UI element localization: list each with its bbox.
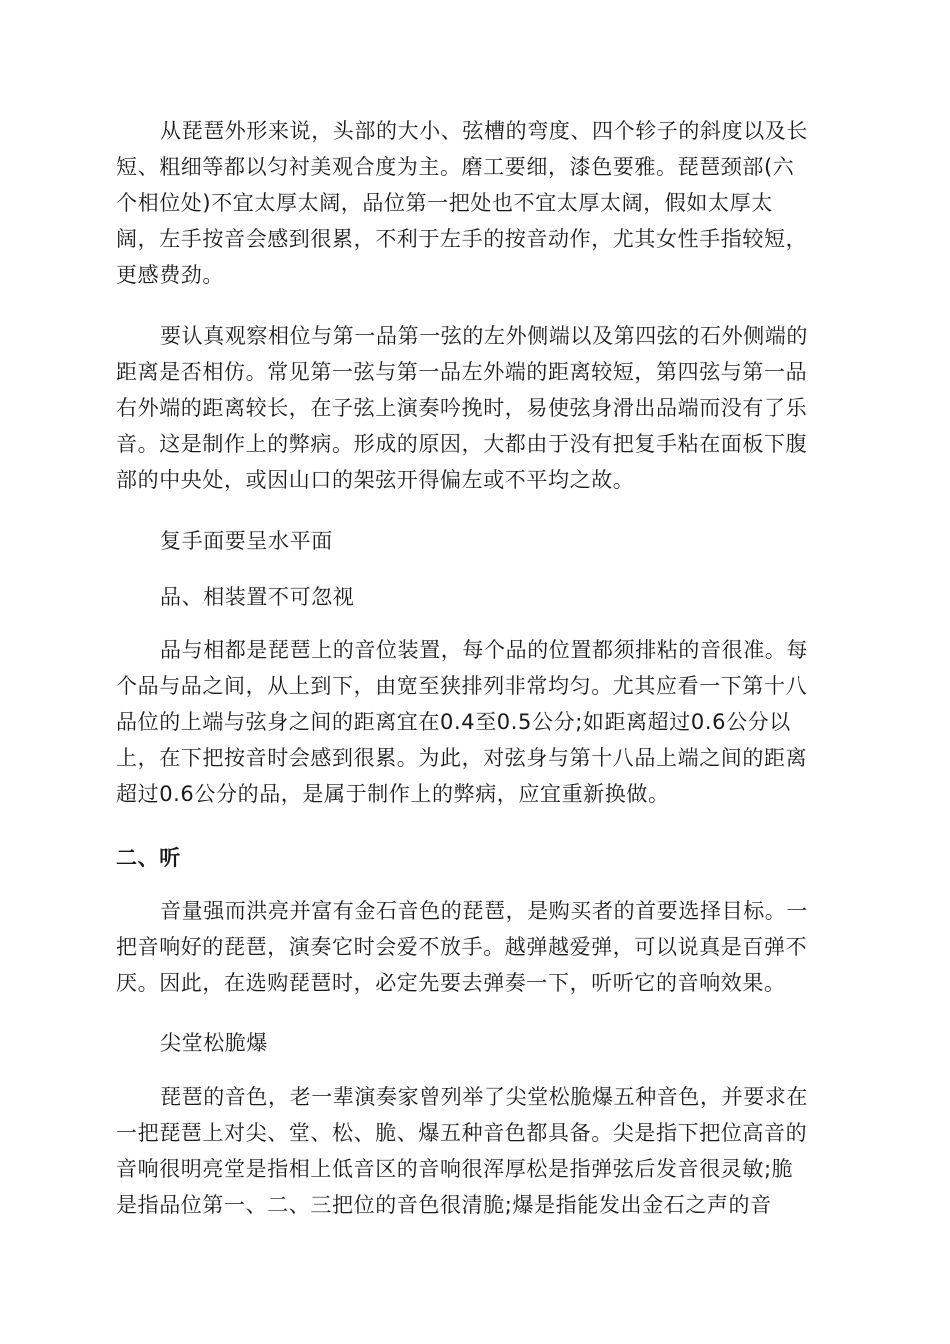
text-line: 品位的上端与弦身之间的距离宜在0.4至0.5公分;如距离超过0.6公分以	[116, 710, 791, 734]
paragraph-shape-intro	[116, 113, 832, 293]
text-line: 把音响好的琵琶，演奏它时会爱不放手。越弹越爱弹，可以说真是百弹不	[116, 935, 808, 959]
text-line: 一把琵琶上对尖、堂、松、脆、爆五种音色都具备。尖是指下把位高音的	[116, 1121, 808, 1145]
text-line: 音量强而洪亮并富有金石音色的琵琶，是购买者的首要选择目标。一	[160, 899, 808, 923]
section-heading-text: 二、听	[116, 846, 181, 870]
text-line: 厌。因此，在选购琵琶时，必定先要去弹奏一下，听听它的音响效果。	[116, 971, 786, 995]
text-line: 超过0.6公分的品，是属于制作上的弊病，应宜重新换做。	[116, 782, 670, 806]
subheading-bridge-level	[116, 523, 832, 559]
text-line: 右外端的距离较长，在子弦上演奏吟挽时，易使弦身滑出品端而没有了乐	[116, 396, 808, 420]
text-line: 音。这是制作上的弊病。形成的原因，大都由于没有把复手粘在面板下腹	[116, 432, 808, 456]
subheading-text: 品、相装置不可忽视	[160, 585, 355, 609]
text-line: 品与相都是琵琶上的音位装置，每个品的位置都须排粘的音很准。每	[160, 638, 808, 662]
paragraph-position-check	[116, 318, 832, 498]
text-line: 是指品位第一、二、三把位的音色很清脆;爆是指能发出金石之声的音	[116, 1193, 772, 1217]
text-line: 上，在下把按音时会感到很累。为此，对弦身与第十八品上端之间的距离	[116, 746, 808, 770]
paragraph-frets	[116, 632, 832, 812]
text-line: 部的中央处，或因山口的架弦开得偏左或不平均之故。	[116, 468, 635, 492]
text-line: 从琵琶外形来说，头部的大小、弦槽的弯度、四个轸子的斜度以及长	[160, 119, 808, 143]
subheading-text: 尖堂松脆爆	[160, 1031, 268, 1055]
text-line: 个相位处)不宜太厚太阔，品位第一把处也不宜太厚太阔，假如太厚太	[116, 191, 773, 215]
paragraph-timbres	[116, 1079, 832, 1223]
text-line: 琵琶的音色，老一辈演奏家曾列举了尖堂松脆爆五种音色，并要求在	[160, 1085, 808, 1109]
text-line: 个品与品之间，从上到下，由宽至狭排列非常均匀。尤其应看一下第十八	[116, 674, 808, 698]
subheading-frets	[116, 579, 832, 615]
text-line: 阔，左手按音会感到很累，不利于左手的按音动作，尤其女性手指较短，	[116, 227, 808, 251]
text-line: 更感费劲。	[116, 263, 224, 287]
subheading-timbres	[116, 1025, 832, 1061]
text-line: 距离是否相仿。常见第一弦与第一品左外端的距离较短，第四弦与第一品	[116, 360, 808, 384]
text-line: 要认真观察相位与第一品第一弦的左外侧端以及第四弦的石外侧端的	[160, 324, 808, 348]
section-heading-listen	[116, 840, 832, 876]
subheading-text: 复手面要呈水平面	[160, 529, 333, 553]
text-line: 音响很明亮堂是指相上低音区的音响很浑厚松是指弹弦后发音很灵敏;脆	[116, 1157, 794, 1181]
text-line: 短、粗细等都以匀衬美观合度为主。磨工要细，漆色要雅。琵琶颈部(六	[116, 155, 795, 179]
paragraph-listen	[116, 893, 832, 1001]
